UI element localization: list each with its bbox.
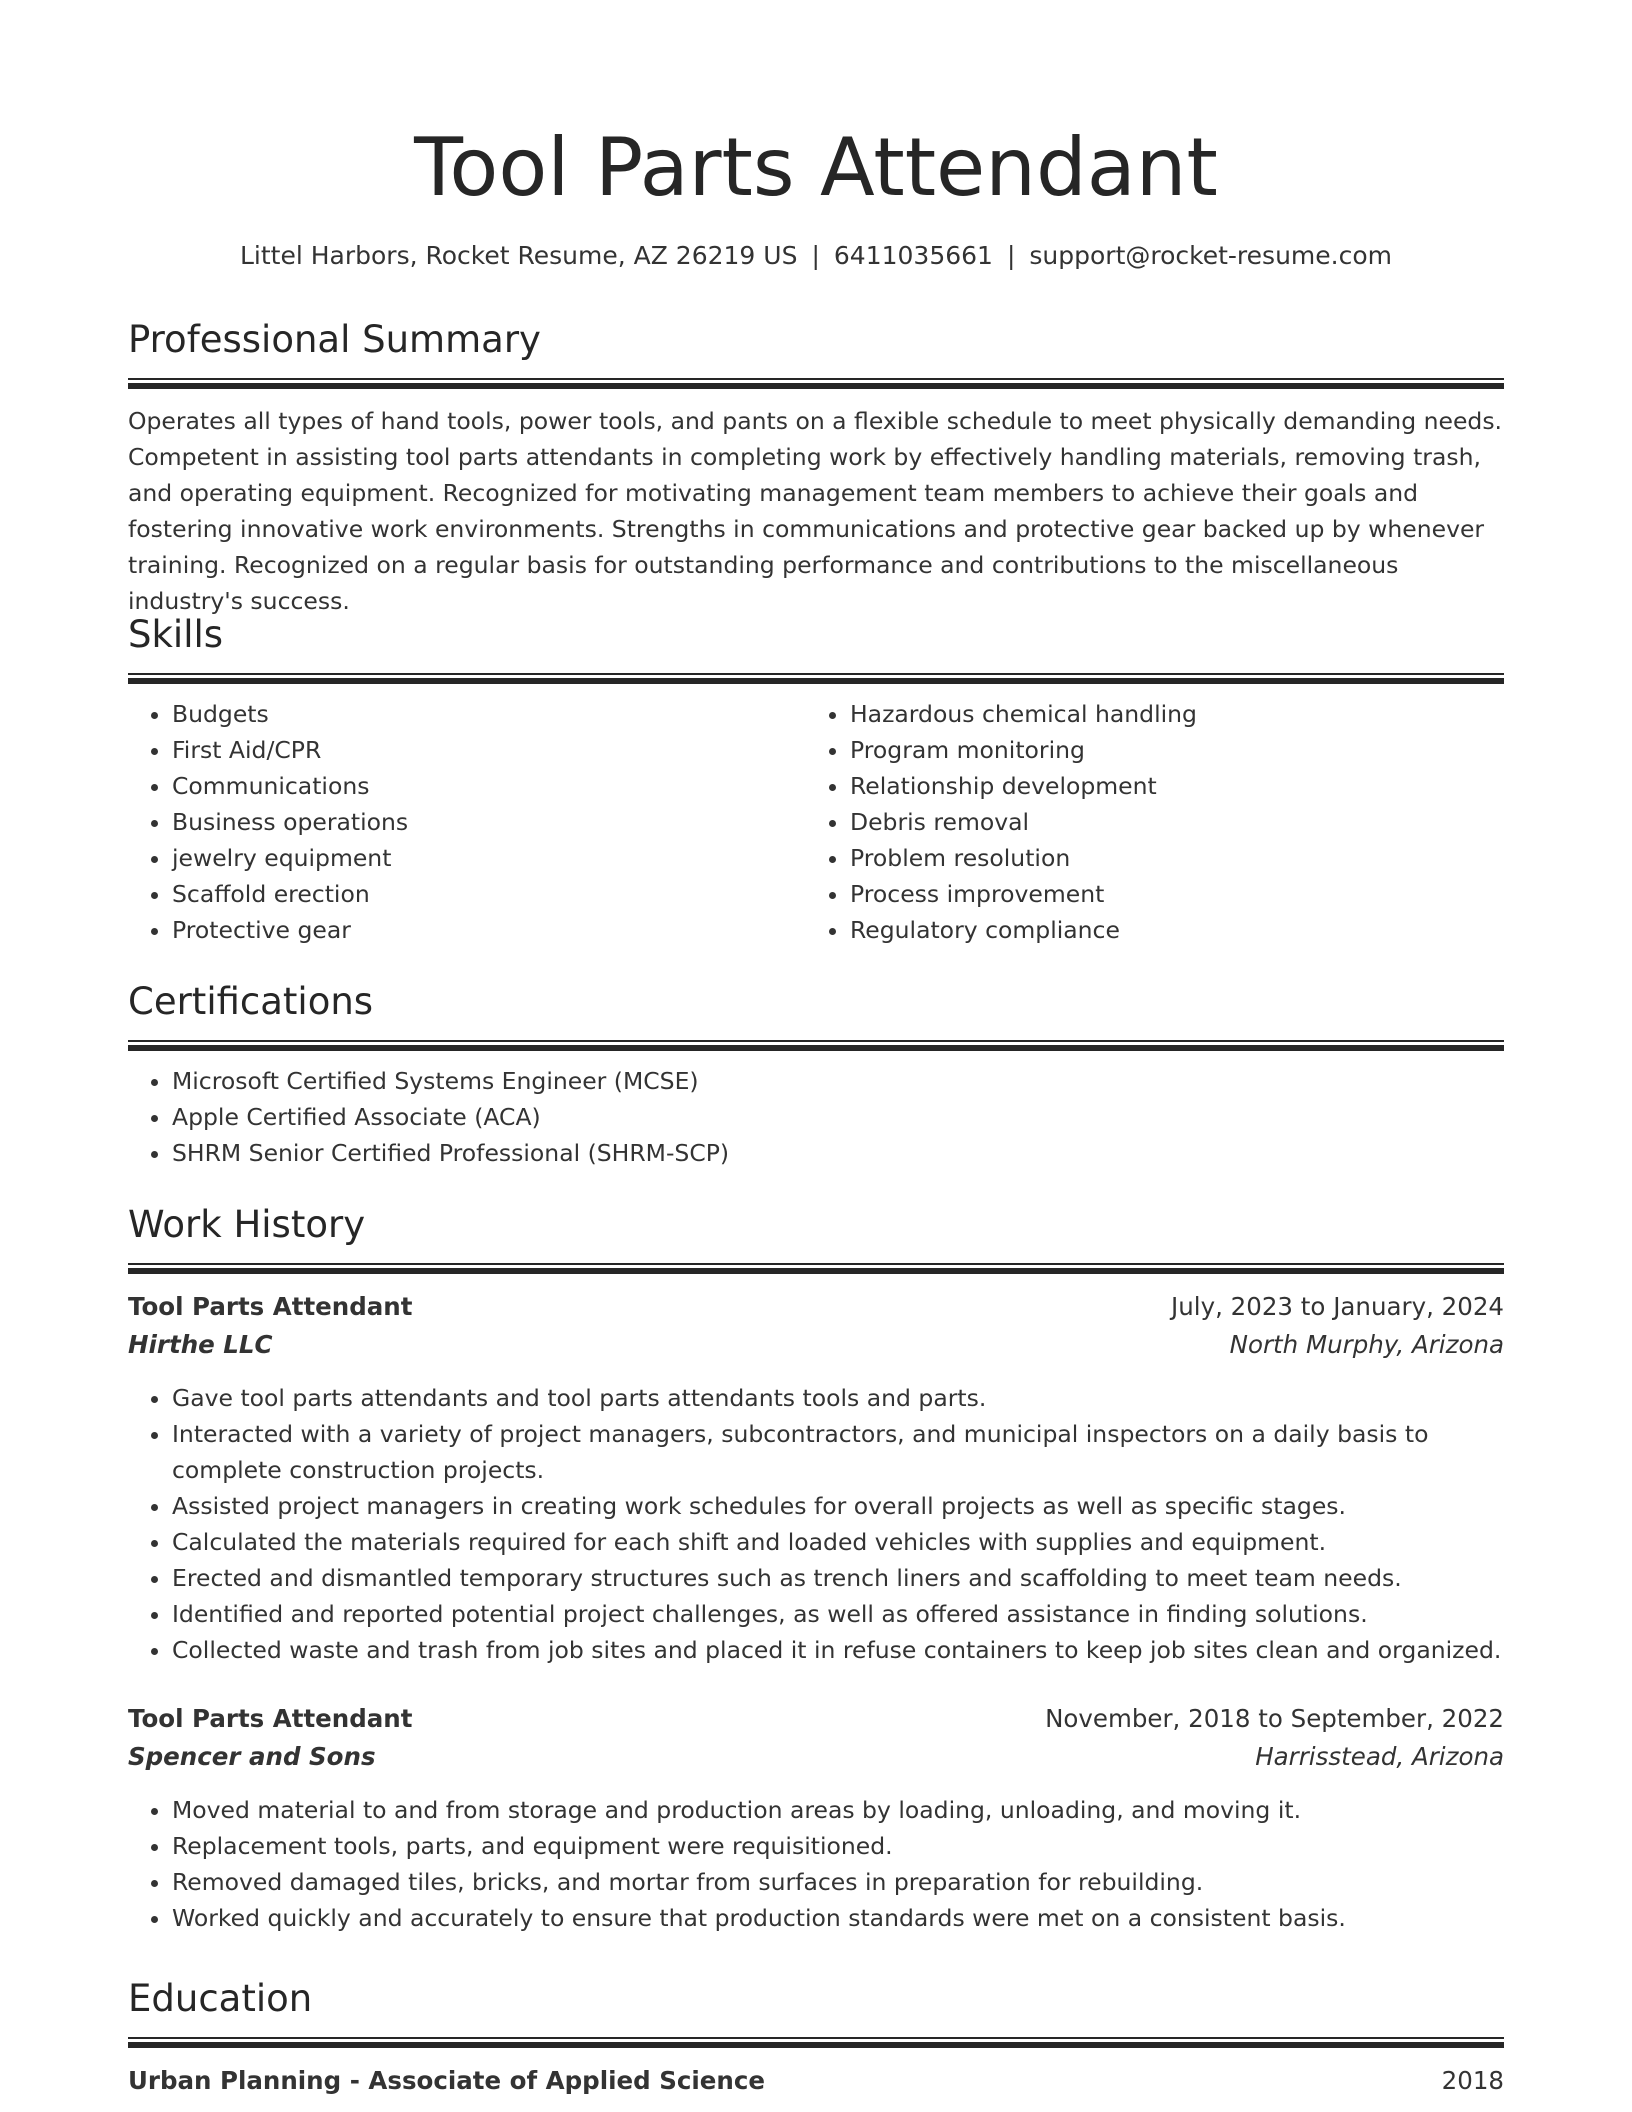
job-entry: [128, 1288, 1504, 1668]
job-company: Hirthe LLC: [128, 1330, 273, 1359]
job-bullets: [128, 1380, 1504, 1668]
education-year: 2018: [1441, 2066, 1504, 2095]
list-item: • Scaffold erection: [172, 876, 806, 912]
job-title: Tool Parts Attendant: [128, 1292, 413, 1321]
job-location: Harrisstead, Arizona: [1255, 1742, 1504, 1771]
section-divider: [128, 2037, 1504, 2048]
section-divider: [128, 673, 1504, 684]
contact-phone: 6411035661: [833, 241, 993, 270]
section-title: Skills: [128, 613, 224, 656]
list-item: • Worked quickly and accurately to ensure that production standards were met on a consistent basis.: [172, 1900, 1504, 1936]
summary-section: [128, 316, 1504, 619]
list-item: • Debris removal: [850, 804, 1484, 840]
list-item: • Removed damaged tiles, bricks, and mortar from surfaces in preparation for rebuilding.: [172, 1864, 1504, 1900]
list-item: • Assisted project managers in creating work schedules for overall projects as well as specific stages.: [172, 1488, 1504, 1524]
job-dates: July, 2023 to January, 2024: [1171, 1292, 1504, 1321]
contact-separator: |: [1006, 241, 1016, 270]
work-history-section: [128, 1201, 1504, 1936]
list-item: • Collected waste and trash from job sites and placed it in refuse containers to keep job sites clean and organized.: [172, 1632, 1504, 1668]
skills-list-right: [806, 696, 1484, 948]
list-item: • Budgets: [172, 696, 806, 732]
certifications-section: [128, 978, 1504, 1171]
list-item: • SHRM Senior Certified Professional (SHRM-SCP): [172, 1135, 1504, 1171]
list-item: • Communications: [172, 768, 806, 804]
list-item: • Replacement tools, parts, and equipment were requisitioned.: [172, 1828, 1504, 1864]
list-item: • Interacted with a variety of project managers, subcontractors, and municipal inspectors on a daily basis to complete construction projects.: [172, 1416, 1504, 1488]
list-item: • Calculated the materials required for each shift and loaded vehicles with supplies and equipment.: [172, 1524, 1504, 1560]
candidate-name: Tool Parts Attendant: [414, 121, 1218, 214]
section-title: Certifications: [128, 980, 374, 1023]
list-item: • Hazardous chemical handling: [850, 696, 1484, 732]
job-company: Spencer and Sons: [128, 1742, 376, 1771]
list-item: • Protective gear: [172, 912, 806, 948]
contact-separator: |: [811, 241, 820, 270]
list-item: • Relationship development: [850, 768, 1484, 804]
section-title: Education: [128, 1977, 313, 2020]
skills-section: [128, 611, 1504, 948]
list-item: • Process improvement: [850, 876, 1484, 912]
summary-text: Operates all types of hand tools, power tools, and pants on a flexible schedule to meet physically demanding needs. Competent in assisting tool parts attendants in completing work by effectively handling materials, removing trash, and operating equipment. Recognized for motivating management team members to achieve their goals and fostering innovative work environments. Strengths in communications and protective gear backed up by whenever training. Recognized on a regular basis for outstanding performance and contributions to the miscellaneous industry's success.: [128, 407, 1503, 615]
section-divider: [128, 378, 1504, 389]
list-item: • Program monitoring: [850, 732, 1484, 768]
contact-address: Littel Harbors, Rocket Resume, AZ 26219 US: [239, 241, 798, 270]
job-entry: [128, 1700, 1504, 1936]
section-title: Work History: [128, 1203, 366, 1246]
list-item: • Business operations: [172, 804, 806, 840]
list-item: • Identified and reported potential project challenges, as well as offered assistance in finding solutions.: [172, 1596, 1504, 1632]
education-entry: [128, 2062, 1504, 2100]
certifications-list: [128, 1063, 1504, 1171]
section-divider: [128, 1040, 1504, 1051]
list-item: • First Aid/CPR: [172, 732, 806, 768]
list-item: • Problem resolution: [850, 840, 1484, 876]
contact-line: [128, 238, 1504, 274]
section-divider: [128, 1263, 1504, 1274]
job-location: North Murphy, Arizona: [1229, 1330, 1504, 1359]
skills-list-left: [128, 696, 806, 948]
list-item: • Regulatory compliance: [850, 912, 1484, 948]
list-item: • Erected and dismantled temporary structures such as trench liners and scaffolding to meet team needs.: [172, 1560, 1504, 1596]
list-item: • Apple Certified Associate (ACA): [172, 1099, 1504, 1135]
education-degree: Urban Planning - Associate of Applied Science: [128, 2066, 765, 2095]
job-title: Tool Parts Attendant: [128, 1704, 413, 1733]
list-item: • jewelry equipment: [172, 840, 806, 876]
section-title: Professional Summary: [128, 318, 541, 361]
education-section: [128, 1975, 1504, 2100]
contact-email: support@rocket-resume.com: [1029, 241, 1392, 270]
skills-columns: [128, 684, 1504, 948]
list-item: • Moved material to and from storage and production areas by loading, unloading, and moving it.: [172, 1792, 1504, 1828]
job-dates: November, 2018 to September, 2022: [1045, 1704, 1504, 1733]
list-item: • Microsoft Certified Systems Engineer (MCSE): [172, 1063, 1504, 1099]
list-item: • Gave tool parts attendants and tool parts attendants tools and parts.: [172, 1380, 1504, 1416]
job-bullets: [128, 1792, 1504, 1936]
